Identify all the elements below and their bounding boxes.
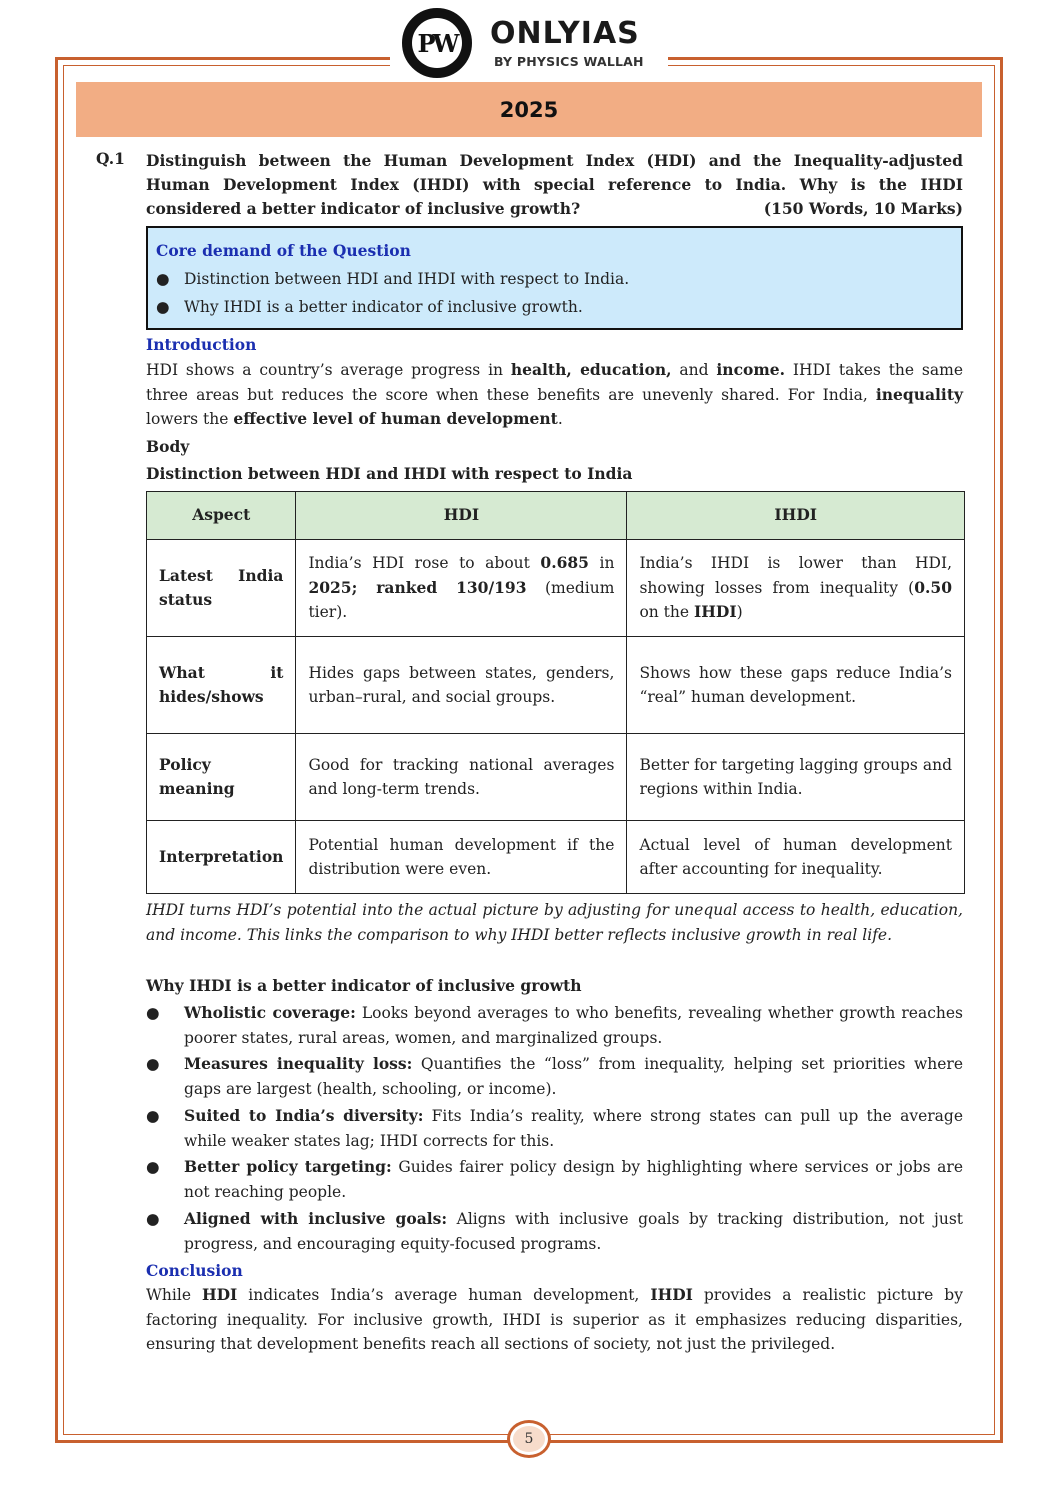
conclusion-text: provides a realistic picture by factoring inequality. For inclusive growth, IHDI is superior as it emphasizes reducing disparities, ensuring that development benefits reach all sections of society, not just the privileged.	[146, 1286, 963, 1353]
header-logo	[390, 2, 668, 80]
why-point	[146, 1104, 963, 1153]
intro-bold: health, education,	[510, 360, 672, 379]
core-demand-item	[156, 265, 953, 293]
bullet-icon: ●	[146, 1210, 160, 1228]
question-marks: (150 Words, 10 Marks)	[763, 199, 963, 218]
conclusion-bold: HDI	[201, 1285, 238, 1304]
bullet-icon: ●	[156, 270, 170, 288]
table-cell-ihdi: Better for targeting lagging groups and regions within India.	[627, 734, 965, 821]
why-point	[146, 1207, 963, 1256]
brand-subtitle: BY PHYSICS WALLAH	[494, 54, 644, 69]
conclusion-paragraph	[146, 1283, 963, 1357]
cell-bold: IHDI	[694, 602, 737, 622]
table-cell-aspect: What it hides/shows	[147, 637, 296, 734]
conclusion-text: indicates India’s average human development,	[237, 1286, 651, 1304]
table-header-aspect: Aspect	[147, 492, 296, 540]
intro-text: .	[557, 410, 563, 428]
italic-note: IHDI turns HDI’s potential into the actual picture by adjusting for unequal access to health, education, and income. This links the comparison to why IHDI better reflects inclusive growth in real life.	[146, 901, 963, 944]
question-line: Distinguish between the Human Development Index (HDI) and the Inequality-adjusted	[146, 151, 963, 170]
intro-text: HDI shows a country’s average progress in	[146, 361, 511, 379]
body-heading: Body	[146, 437, 190, 456]
cell-text: India’s IHDI is lower than HDI, showing losses from inequality (	[639, 554, 952, 597]
table-cell-hdi: Hides gaps between states, genders, urban–rural, and social groups.	[296, 637, 627, 734]
question-line-text: considered a better indicator of inclusive growth?	[146, 199, 581, 218]
brand-name: ONLYIAS	[490, 16, 640, 51]
why-point-title: Aligned with inclusive goals:	[184, 1209, 448, 1228]
cell-text: in	[588, 554, 615, 573]
core-demand-box	[146, 226, 963, 330]
core-demand-item-text: Why IHDI is a better indicator of inclusive growth.	[184, 298, 583, 316]
bullet-icon: ●	[156, 298, 170, 316]
why-point-title: Suited to India’s diversity:	[184, 1106, 424, 1125]
why-point-text: Fits India’s reality, where strong states can pull up the average while weaker states lag; IHDI corrects for this.	[184, 1107, 963, 1150]
why-point-text: Quantifies the “loss” from inequality, helping set priorities where gaps are largest (health, schooling, or income).	[184, 1055, 963, 1098]
page-number: 5	[513, 1426, 545, 1452]
why-point-title: Better policy targeting:	[184, 1157, 392, 1176]
why-point-title: Measures inequality loss:	[184, 1054, 413, 1073]
question-text	[146, 149, 963, 221]
why-heading: Why IHDI is a better indicator of inclusive growth	[146, 976, 582, 995]
cell-bold: 0.685	[540, 553, 589, 573]
why-point	[146, 1155, 963, 1204]
bullet-icon: ●	[146, 1004, 160, 1022]
why-point-text: Looks beyond averages to who benefits, revealing whether growth reaches poorer states, rural areas, women, and marginalized groups.	[184, 1004, 963, 1047]
table-cell-hdi: Good for tracking national averages and long-term trends.	[296, 734, 627, 821]
core-demand-item-text: Distinction between HDI and IHDI with respect to India.	[184, 270, 630, 288]
conclusion-text: While	[146, 1286, 202, 1304]
cell-text: on the	[639, 603, 694, 622]
introduction-heading: Introduction	[146, 335, 257, 354]
table-cell-aspect: Latest India status	[147, 540, 296, 637]
table-header-row	[147, 492, 965, 540]
introduction-paragraph	[146, 358, 963, 432]
intro-bold: effective level of human development	[233, 409, 558, 428]
intro-text: IHDI takes the same three areas but reduces the score when these benefits are unevenly shared. For India,	[146, 361, 963, 404]
table-cell-aspect: Interpretation	[147, 821, 296, 894]
why-point	[146, 1001, 963, 1050]
intro-text: lowers the	[146, 410, 234, 428]
table-row	[147, 821, 965, 894]
bullet-icon: ●	[146, 1158, 160, 1176]
question-line	[146, 197, 963, 221]
cell-bold: 2025; ranked 130/193	[308, 577, 527, 597]
pw-logo-icon	[402, 8, 472, 78]
distinction-heading: Distinction between HDI and IHDI with respect to India	[146, 464, 633, 483]
year-banner: 2025	[76, 82, 982, 137]
core-demand-item	[156, 293, 953, 321]
table-row	[147, 540, 965, 637]
table-header-hdi: HDI	[296, 492, 627, 540]
why-point-title: Wholistic coverage:	[184, 1003, 356, 1022]
intro-bold: inequality	[875, 384, 963, 404]
why-point	[146, 1052, 963, 1101]
table-cell-ihdi	[627, 540, 965, 637]
table-cell-ihdi: Shows how these gaps reduce India’s “real” human development.	[627, 637, 965, 734]
pw-monogram: PW	[412, 18, 462, 68]
conclusion-heading: Conclusion	[146, 1261, 243, 1280]
table-row	[147, 637, 965, 734]
page-number-badge	[507, 1420, 551, 1458]
table-cell-aspect: Policy meaning	[147, 734, 296, 821]
cell-text: (medium tier).	[308, 578, 615, 622]
core-demand-title: Core demand of the Question	[156, 241, 411, 260]
cell-text: )	[736, 603, 743, 622]
conclusion-bold: IHDI	[650, 1285, 693, 1304]
bullet-icon: ●	[146, 1055, 160, 1073]
table-cell-hdi: Potential human development if the distribution were even.	[296, 821, 627, 894]
intro-text: and	[671, 361, 717, 379]
question-line: Human Development Index (IHDI) with special reference to India. Why is the IHDI	[146, 175, 963, 194]
comparison-table	[146, 491, 965, 894]
why-point-text: Aligns with inclusive goals by tracking distribution, not just progress, and encouraging equity-focused programs.	[184, 1210, 963, 1253]
intro-bold: income.	[716, 360, 785, 379]
table-cell-hdi	[296, 540, 627, 637]
cell-text: India’s HDI rose to about	[308, 554, 541, 573]
table-header-ihdi: IHDI	[627, 492, 965, 540]
table-cell-ihdi: Actual level of human development after accounting for inequality.	[627, 821, 965, 894]
table-row	[147, 734, 965, 821]
cell-bold: 0.50	[914, 577, 952, 597]
why-point-text: Guides fairer policy design by highlighting where services or jobs are not reaching people.	[184, 1158, 963, 1201]
question-number: Q.1	[96, 149, 125, 168]
bullet-icon: ●	[146, 1107, 160, 1125]
